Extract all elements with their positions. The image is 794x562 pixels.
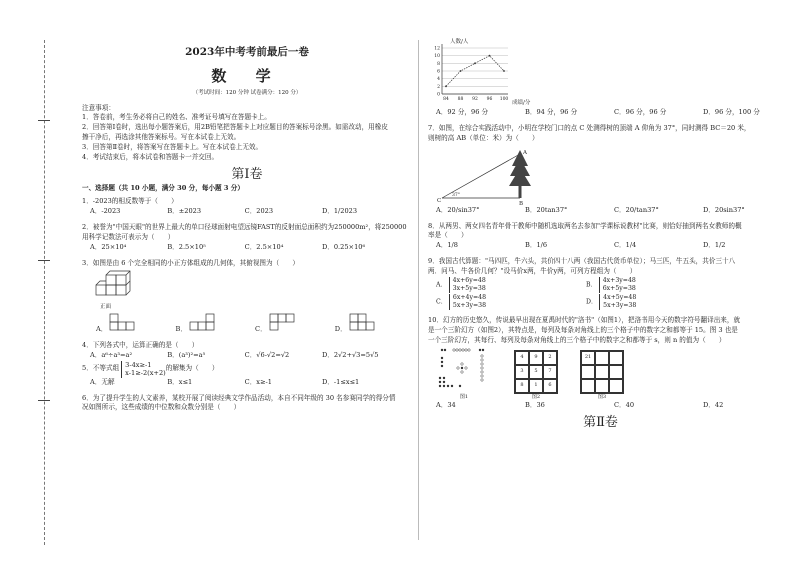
- q6-option-c[interactable]: C．96 分，96 分: [614, 108, 667, 116]
- grid3-cell: [609, 351, 623, 365]
- q1-stem: 1．-2023的相反数等于（ ）: [82, 197, 178, 206]
- q3-option-d-shape: [349, 313, 379, 331]
- sight-line: [442, 154, 520, 198]
- q7-option-d[interactable]: D．20sin37°: [703, 205, 745, 214]
- notes-heading: 注意事项：: [82, 103, 115, 112]
- q5-stem: 5．不等式组: [82, 364, 120, 373]
- figure-1-caption: 图1: [459, 393, 469, 400]
- figure-3-caption: 图3: [597, 393, 607, 400]
- q6-options: [428, 108, 773, 118]
- chart-xlabel: 成绩/分: [512, 100, 531, 106]
- label-c: C: [437, 197, 442, 204]
- q2-option-a[interactable]: A．25×10⁴: [90, 242, 127, 251]
- q5-stem-tail: 的解集为（ ）: [165, 364, 219, 373]
- q2-option-d[interactable]: D．0.25×10⁶: [321, 242, 366, 251]
- figure-1: [436, 346, 492, 401]
- q8-option-a[interactable]: A．1/8: [436, 241, 458, 250]
- chart-y-tick-label: 6: [437, 69, 440, 75]
- q8-stem-cont: 率是（ ）: [428, 231, 468, 240]
- q3-option-d-label: D．: [334, 324, 347, 333]
- grid2-cell: 2: [543, 351, 557, 365]
- grid3-cell: [609, 379, 623, 393]
- grid3-cell: [581, 365, 595, 379]
- binding-tick: [38, 260, 50, 261]
- chart-x-tick-label: 100: [499, 97, 509, 102]
- q3-figure: [82, 269, 412, 303]
- grid3-cell: [595, 351, 609, 365]
- q1-option-d[interactable]: D．1/2023: [321, 207, 358, 216]
- q6-stem-cont: 况如图所示，这些成绩的中位数和众数分别是（ ）: [82, 403, 241, 412]
- q10-stem-cont2: 一个三阶幻方，其每行、每列及每条对角线上的三个格子中的数字之和都等于 s，则 n 的值为（ ）: [428, 336, 726, 345]
- chart-data-point: [503, 70, 505, 72]
- q4-stem: 4．下列各式中，运算正确的是（ ）: [82, 340, 199, 349]
- q9-c-eq2: 5x+3y=38: [452, 302, 487, 310]
- note-item: 3．回答第Ⅱ卷时，将答案写在答题卡上。写在本试卷上无效。: [82, 143, 263, 152]
- q9-stem-cont: 两．问马、牛各价几何？"设马价x两，牛价y两，可列方程组为（ ）: [428, 267, 637, 276]
- chart-ylabel: 人数/人: [450, 39, 469, 45]
- chart-x-tick-label: 84: [443, 97, 449, 102]
- q6-option-a[interactable]: A．92 分，96 分: [436, 108, 489, 116]
- q9-a-eq1: 4x+6y=48: [452, 277, 486, 285]
- q9-a-eq2: 3x+5y=38: [452, 285, 486, 293]
- tree-icon: [509, 150, 531, 198]
- chart-x-tick-label: 96: [486, 97, 493, 102]
- grid2-cell: 7: [543, 365, 557, 379]
- q7-stem-cont: 则树的高 AB（单位：米）为（ ）: [428, 133, 539, 142]
- q9-option-c[interactable]: C． 6x+4y=48 5x+3y=38: [436, 294, 487, 310]
- q7-option-c[interactable]: C．20/tan37°: [614, 205, 659, 214]
- q10-option-a[interactable]: A．34: [436, 401, 456, 410]
- magic-square-2: [514, 350, 558, 394]
- q3-option-b[interactable]: [175, 313, 219, 335]
- q5-option-d[interactable]: D．-1≤x≤1: [321, 377, 360, 386]
- part1-heading: 第Ⅰ卷: [231, 166, 263, 182]
- magic-square-3: [580, 350, 624, 394]
- q4-option-a[interactable]: A．a⁶÷a³=a²: [90, 350, 133, 359]
- chart-data-point: [460, 70, 462, 72]
- q10-figures: [428, 346, 773, 401]
- part2-heading: 第Ⅱ卷: [583, 415, 618, 431]
- figure-2: [514, 350, 558, 402]
- chart-y-tick-label: 12: [434, 46, 440, 52]
- q3-option-b-shape: [189, 313, 219, 331]
- q5-option-b[interactable]: B．x≤1: [167, 377, 193, 386]
- q1-option-a[interactable]: A．-2023: [90, 207, 121, 216]
- q8-option-d[interactable]: D．1/2: [703, 241, 726, 250]
- tree-angle-figure: [434, 144, 544, 206]
- q5-option-c[interactable]: C．x≥-1: [244, 377, 272, 386]
- q5-option-a[interactable]: A．无解: [90, 377, 115, 386]
- binding-tick: [38, 120, 50, 121]
- grid3-cell: [581, 379, 595, 393]
- grid3-cell: [609, 365, 623, 379]
- q3-option-d[interactable]: [335, 313, 379, 335]
- q4-option-d[interactable]: D．2√2+√3=5√5: [321, 350, 379, 359]
- figure-2-caption: 图2: [531, 393, 541, 400]
- exam-title: 2023年中考考前最后一卷: [185, 46, 309, 58]
- binding-tick: [38, 400, 50, 401]
- section-heading: 一、选择题（共 10 小题，满分 30 分，每小题 3 分）: [82, 184, 244, 193]
- chart-y-tick-label: 0: [437, 92, 440, 98]
- grid2-cell: 4: [515, 351, 529, 365]
- q6-option-b[interactable]: B．94 分，96 分: [525, 108, 578, 116]
- chart-data-point: [445, 85, 447, 87]
- q4-option-b[interactable]: B．(a³)²=a⁵: [167, 350, 206, 359]
- score-line-chart: [428, 36, 548, 108]
- q6-option-d[interactable]: D．96 分，100 分: [703, 108, 760, 116]
- q3-option-c-label: C．: [255, 324, 267, 333]
- q2-stem: 2．被誉为"中国天眼"的世界上最大的单口径球面射电望远镜FAST的反射面总面积约为250000m²，将250000: [82, 223, 407, 232]
- q9-b-eq1: 4x+3y=48: [602, 277, 636, 285]
- grid2-cell: 3: [515, 365, 529, 379]
- q10-option-b[interactable]: B．36: [525, 401, 545, 410]
- q5-inequality-2: x-1≥-2(x+2): [125, 369, 166, 378]
- q7-options: [428, 206, 773, 216]
- binding-margin: [0, 0, 70, 562]
- q10-stem: 10．幻方的历史悠久，传说最早出现在夏禹时代的"洛书"（如图1），把洛书用今天的数字符号翻译出来，就: [428, 316, 741, 325]
- q2-options: [82, 243, 412, 253]
- chart-y-tick-label: 8: [437, 61, 440, 67]
- q3-option-a-label: A．: [96, 324, 108, 333]
- angle-label: 37°: [452, 192, 460, 198]
- q3-option-c-shape: [269, 313, 299, 331]
- note-item: 4．考试结束后，将本试卷和答题卡一并交回。: [82, 152, 219, 161]
- q9-options: [428, 277, 773, 310]
- grid2-cell: 9: [529, 351, 543, 365]
- q2-option-b[interactable]: B．2.5×10⁵: [167, 242, 206, 251]
- exam-subject: 数 学: [211, 66, 283, 85]
- figure-3: [580, 350, 624, 402]
- q9-option-a[interactable]: A． 4x+6y=48 3x+5y=38: [436, 277, 486, 293]
- q5-options: [82, 378, 412, 388]
- q10-stem-cont: 是一个三阶幻方（如图2），其特点是，每列及每条对角线上的三个格子中的数字之和都等于 15。图 3 也是: [428, 326, 738, 335]
- q8-option-b[interactable]: B．1/6: [525, 241, 548, 250]
- exam-meta: （考试时间：120 分钟 试卷满分：120 分）: [192, 90, 302, 97]
- right-column: [428, 36, 773, 433]
- chart-y-tick-label: 10: [434, 54, 440, 60]
- label-a: A: [523, 149, 527, 156]
- q10-options: [428, 401, 773, 411]
- grid2-cell: 5: [529, 365, 543, 379]
- q1-option-c[interactable]: C．2023: [244, 207, 274, 216]
- chart-y-tick-label: 2: [437, 84, 440, 90]
- q3-option-b-label: B．: [175, 324, 187, 333]
- luoshu-dots-figure: [436, 346, 492, 390]
- q9-d-eq2: 5x+3y=38: [603, 302, 637, 310]
- grid2-cell: 1: [529, 379, 543, 393]
- grid3-cell: 21: [581, 351, 595, 365]
- q7-option-b[interactable]: B．20tan37°: [525, 205, 568, 214]
- q10-option-d[interactable]: D．42: [703, 401, 724, 410]
- chart-x-tick-label: 92: [472, 97, 478, 102]
- chart-y-tick-label: 4: [437, 77, 440, 83]
- q1-options: [82, 207, 412, 217]
- column-divider: [418, 40, 419, 540]
- note-item: 擦干净后，再选涂其他答案标号。写在本试卷上无效。: [82, 133, 241, 142]
- note-item: 2．回答第Ⅰ卷时，选出每小题答案后，用2B铅笔把答题卡上对应题目的答案标号涂黑。如需改动，用橡皮: [82, 123, 388, 132]
- q3-option-c[interactable]: [255, 313, 299, 335]
- q4-options: [82, 351, 412, 361]
- grid3-cell: [595, 379, 609, 393]
- q3-option-a[interactable]: [96, 313, 139, 335]
- cube-solid-figure: [94, 269, 140, 303]
- q1-option-b[interactable]: B．±2023: [167, 207, 202, 216]
- grid2-cell: 8: [515, 379, 529, 393]
- q4-option-c[interactable]: C．√6-√2=√2: [244, 350, 290, 359]
- q5-inequality-system: [121, 361, 166, 378]
- q8-options: [428, 241, 773, 251]
- q8-option-c[interactable]: C．1/4: [614, 241, 637, 250]
- q9-d-eq1: 4x+5y=48: [603, 294, 637, 302]
- q8-stem: 8．从两男、两女四名青年骨干教师中随机选取两名去参加"学课标说教材"比赛，则恰好抽到两名女教师的概: [428, 221, 742, 230]
- front-view-label: 正面: [100, 303, 112, 310]
- grid3-cell: [595, 365, 609, 379]
- q10-option-c[interactable]: C．40: [614, 401, 635, 410]
- q9-c-eq1: 6x+4y=48: [452, 294, 487, 302]
- chart-data-point: [489, 55, 491, 57]
- left-column: [82, 35, 412, 413]
- note-item: 1．答卷前，考生务必将自己的姓名、准考证号填写在答题卡上。: [82, 113, 271, 122]
- q7-stem: 7．如图，在综合实践活动中，小明在学校门口的点 C 处测得树的顶端 A 仰角为 37°，同时测得 BC＝20 米，: [428, 123, 751, 132]
- q3-option-a-shape: [109, 313, 139, 331]
- q2-option-c[interactable]: C．2.5×10⁴: [244, 242, 284, 251]
- chart-data-point: [474, 62, 476, 64]
- q9-option-d[interactable]: D． 4x+5y=48 5x+3y=38: [586, 294, 637, 310]
- q5-inequality-1: 3-4x≥-1: [125, 360, 152, 369]
- grid2-cell: 6: [543, 379, 557, 393]
- q5-stem-row: [82, 361, 412, 378]
- q7-option-a[interactable]: A．20/sin37°: [436, 205, 480, 214]
- q6-stem: 6．为了提升学生的人文素养，某校开展了阅读经典文学作品活动，本自不同年级的 30 名参赛同学的得分情: [82, 393, 396, 402]
- binding-dash-line: [44, 40, 45, 545]
- chart-x-tick-label: 88: [457, 97, 464, 102]
- q9-b-eq2: 6x+5y=38: [602, 285, 636, 293]
- q3-options: [82, 313, 412, 335]
- label-b: B: [519, 200, 524, 206]
- q2-stem-cont: 用科学记数法可表示为（ ）: [82, 232, 175, 241]
- q9-option-b[interactable]: B． 4x+3y=48 6x+5y=38: [586, 277, 636, 293]
- q9-stem: 9．我国古代算题："马四匹，牛六头，共价四十八两（我国古代货币单位）；马三匹，牛五头，共价三十八: [428, 257, 736, 266]
- q3-stem: 3．如图是由 6 个完全相同的小正方体组成的几何体，其俯视图为（ ）: [82, 258, 299, 267]
